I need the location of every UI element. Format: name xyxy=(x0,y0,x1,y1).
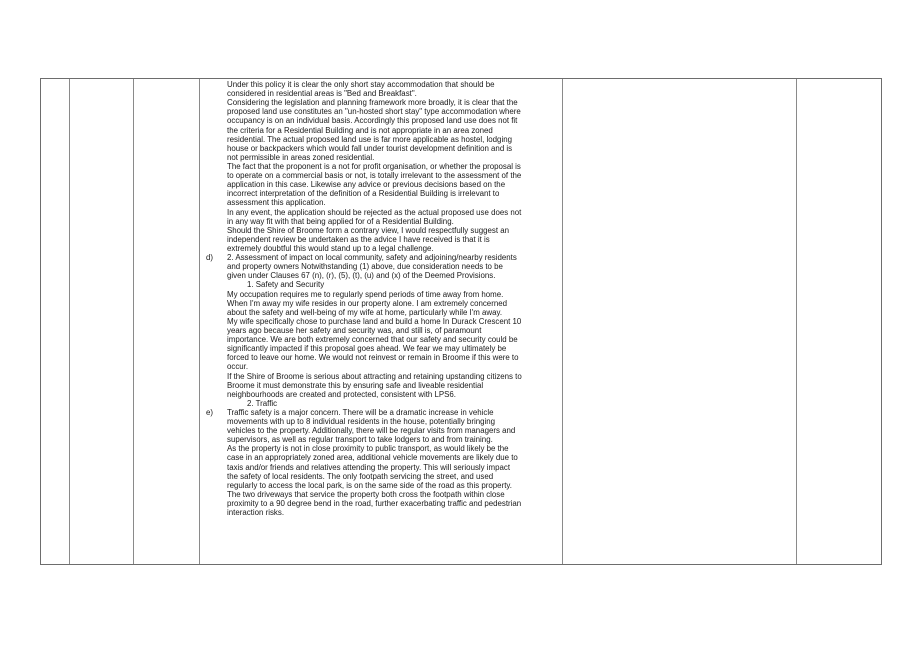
text-line xyxy=(227,107,561,116)
line-text: regularly to access the local park, is on the same side of the road as this property. xyxy=(227,480,512,490)
line-text: incorrect interpretation of the definition of a Residential Building is irrelevant to xyxy=(227,189,500,199)
line-text: proximity to a 90 degree bend in the road, further exacerbating traffic and pedestrian xyxy=(227,499,522,509)
line-text: assessment this application. xyxy=(227,198,326,208)
text-line xyxy=(227,399,561,408)
text-line xyxy=(227,144,561,153)
line-text: The fact that the proponent is a not for profit organisation, or whether the proposal is xyxy=(227,161,521,171)
line-text: case in an appropriately zoned area, additional vehicle movements are likely due to xyxy=(227,453,518,463)
text-line xyxy=(227,335,561,344)
line-text: 2. Traffic xyxy=(247,398,278,408)
text-line xyxy=(227,344,561,353)
line-text: My wife specifically chose to purchase land and build a home In Durack Crescent 10 xyxy=(227,316,522,326)
line-text: not permissible in areas zoned residential. xyxy=(227,152,375,162)
line-text: occupancy is on an individual basis. Accordingly this proposed land use does not fit xyxy=(227,116,518,126)
text-line xyxy=(227,435,561,444)
text-line xyxy=(227,189,561,198)
text-line xyxy=(227,198,561,207)
line-text: 2. Assessment of impact on local community, safety and adjoining/nearby residents xyxy=(227,253,517,263)
text-line xyxy=(227,499,561,508)
line-text: forced to leave our home. We would not reinvest or remain in Broome if this were to xyxy=(227,353,519,363)
line-text: about the safety and well-being of my wife at home, particularly while I'm away. xyxy=(227,307,503,317)
text-line xyxy=(227,262,561,271)
text-line xyxy=(227,217,561,226)
text-line xyxy=(227,98,561,107)
line-text: The two driveways that service the property both cross the footpath within close xyxy=(227,489,505,499)
text-line xyxy=(227,444,561,453)
line-text: the safety of local residents. The only footpath servicing the street, and used xyxy=(227,471,494,481)
text-line xyxy=(227,89,561,98)
text-line xyxy=(227,453,561,462)
text-line xyxy=(206,253,561,263)
line-text: My occupation requires me to regularly spend periods of time away from home. xyxy=(227,289,504,299)
line-text: Broome it must demonstrate this by ensuring safe and liveable residential xyxy=(227,380,484,390)
line-text: In any event, the application should be rejected as the actual proposed use does not xyxy=(227,207,522,217)
text-line xyxy=(227,180,561,189)
text-line xyxy=(227,362,561,371)
text-line xyxy=(227,116,561,125)
line-text: years ago because her safety and security was, and still is, of paramount xyxy=(227,325,482,335)
text-line xyxy=(227,244,561,253)
text-line xyxy=(227,390,561,399)
text-line xyxy=(227,508,561,517)
text-line xyxy=(227,208,561,217)
line-text: residential. The actual proposed land use is far more applicable as hostel, lodging xyxy=(227,134,512,144)
line-text: interaction risks. xyxy=(227,508,285,518)
text-line xyxy=(227,372,561,381)
text-line xyxy=(227,490,561,499)
text-line xyxy=(227,135,561,144)
text-line xyxy=(227,280,561,289)
text-line xyxy=(227,290,561,299)
line-text: given under Clauses 67 (n), (r), (5), (t), (u) and (x) of the Deemed Provisions. xyxy=(227,271,496,281)
text-line xyxy=(227,80,561,89)
line-text: occur. xyxy=(227,362,249,372)
line-text: and property owners Notwithstanding (1) above, due consideration needs to be xyxy=(227,262,503,272)
line-text: independent review be undertaken as the advice I have received is that it is xyxy=(227,234,490,244)
line-text: extremely doubtful this would stand up to a legal challenge. xyxy=(227,243,434,253)
line-text: When I'm away my wife resides in our property alone. I am extremely concerned xyxy=(227,298,507,308)
text-line xyxy=(227,226,561,235)
line-text: neighbourhoods are created and protected, consistent with LPS6. xyxy=(227,389,456,399)
text-line xyxy=(227,326,561,335)
column-divider xyxy=(69,79,70,564)
line-text: proposed land use constitutes an "un-hosted short stay" type accommodation where xyxy=(227,107,521,117)
submission-text-cell xyxy=(206,80,561,518)
text-line xyxy=(227,463,561,472)
line-text: considered in residential areas is "Bed and Breakfast". xyxy=(227,89,417,99)
line-text: the criteria for a Residential Building and is not appropriate in an area zoned xyxy=(227,125,493,135)
line-text: 1. Safety and Security xyxy=(247,280,325,290)
column-divider xyxy=(133,79,134,564)
text-line xyxy=(227,235,561,244)
column-divider xyxy=(199,79,200,564)
line-text: Traffic safety is a major concern. There will be a dramatic increase in vehicle xyxy=(227,407,494,417)
line-text: application in this case. Likewise any advice or previous decisions based on the xyxy=(227,180,506,190)
item-marker: d) xyxy=(206,253,214,263)
text-line xyxy=(227,317,561,326)
line-text: significantly impacted if this proposal goes ahead. We fear we may ultimately be xyxy=(227,344,507,354)
line-text: vehicles to the property. Additionally, there will be regular visits from managers and xyxy=(227,426,516,436)
text-line xyxy=(227,381,561,390)
text-line xyxy=(227,353,561,362)
text-line xyxy=(227,481,561,490)
text-line xyxy=(227,308,561,317)
text-line xyxy=(227,271,561,280)
text-line xyxy=(206,407,561,417)
line-text: Considering the legislation and planning framework more broadly, it is clear that the xyxy=(227,98,518,108)
text-line xyxy=(227,162,561,171)
line-text: supervisors, as well as regular transport to take lodgers to and from training. xyxy=(227,435,493,445)
text-line xyxy=(227,426,561,435)
text-line xyxy=(227,472,561,481)
text-line xyxy=(227,153,561,162)
line-text: movements with up to 8 individual residents in the house, potentially bringing xyxy=(227,417,496,427)
text-line xyxy=(227,417,561,426)
item-marker: e) xyxy=(206,407,214,417)
submission-table xyxy=(40,78,882,565)
line-text: importance. We are both extremely concerned that our safety and security could be xyxy=(227,335,518,345)
line-text: taxis and/or friends and relatives attending the property. This will seriously impact xyxy=(227,462,511,472)
line-text: house or backpackers which would fall under tourist development definition and is xyxy=(227,143,513,153)
column-divider xyxy=(796,79,797,564)
line-text: As the property is not in close proximity to public transport, as would likely be the xyxy=(227,444,509,454)
column-divider xyxy=(562,79,563,564)
text-line xyxy=(227,299,561,308)
line-text: Under this policy it is clear the only short stay accommodation that should be xyxy=(227,80,495,89)
text-line xyxy=(227,126,561,135)
line-text: in any way fit with that being applied for of a Residential Building. xyxy=(227,216,454,226)
line-text: to operate on a commercial basis or not, is totally irrelevant to the assessment of the xyxy=(227,171,522,181)
text-line xyxy=(227,171,561,180)
line-text: If the Shire of Broome is serious about attracting and retaining upstanding citizens to xyxy=(227,371,522,381)
line-text: Should the Shire of Broome form a contrary view, I would respectfully suggest an xyxy=(227,225,510,235)
